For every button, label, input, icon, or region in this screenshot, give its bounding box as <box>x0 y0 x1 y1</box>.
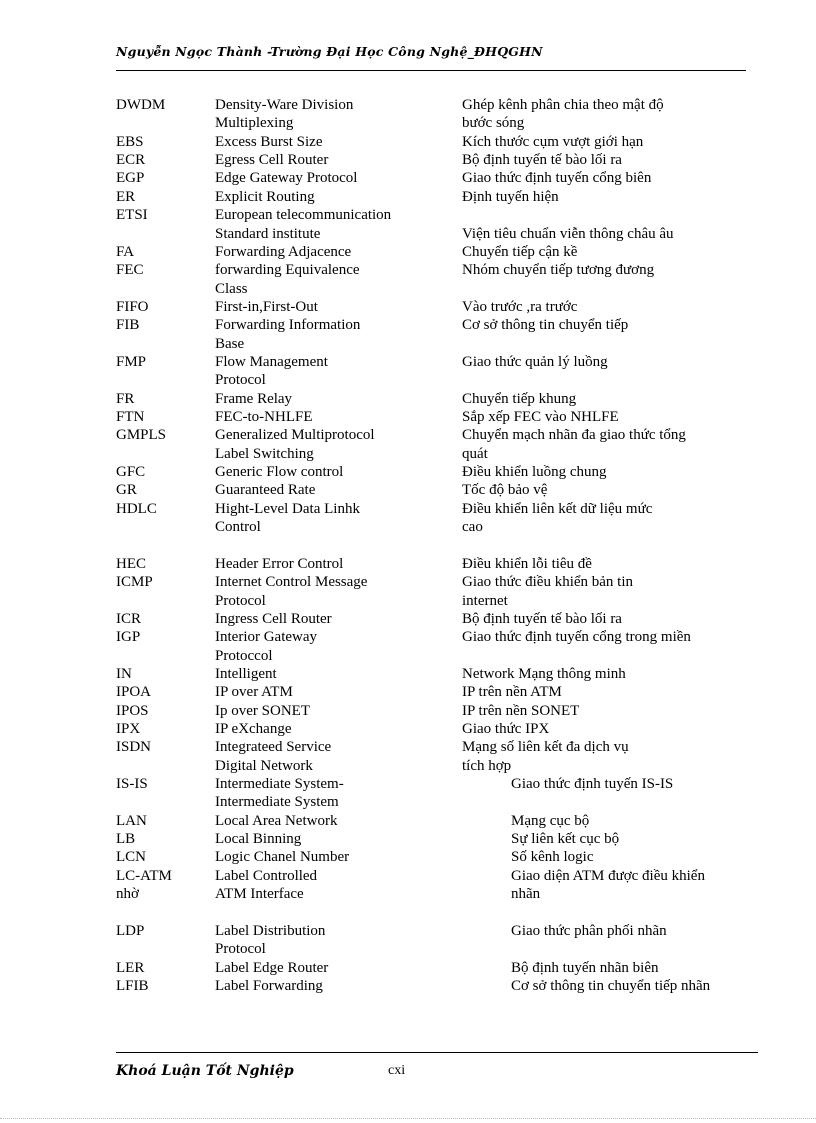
vietnamese-term: Bộ định tuyến nhãn biên <box>511 959 659 976</box>
abbreviation-row <box>0 775 816 793</box>
abbreviation: ICR <box>116 610 142 627</box>
english-term: Excess Burst Size <box>215 133 323 150</box>
vietnamese-term: Điều khiển luồng chung <box>462 464 607 480</box>
english-term: Standard institute <box>215 225 321 242</box>
vietnamese-term: Chuyển tiếp cận kề <box>462 243 578 260</box>
vietnamese-term: Tốc độ bảo vệ <box>462 482 548 499</box>
abbreviation: LFIB <box>116 977 149 994</box>
english-term: Explicit Routing <box>215 188 315 205</box>
abbreviation-row <box>0 280 816 298</box>
english-term: Ip over SONET <box>215 702 310 719</box>
abbreviation-row <box>0 151 816 169</box>
english-term: Label Controlled <box>215 867 318 884</box>
abbreviation-row <box>0 867 816 885</box>
abbreviation-row <box>0 298 816 316</box>
english-term: Base <box>215 335 245 352</box>
abbreviation: DWDM <box>116 97 166 113</box>
abbreviation-row <box>0 445 816 463</box>
vietnamese-term: Giao thức quản lý luồng <box>462 353 608 370</box>
abbreviation-row <box>0 243 816 261</box>
vietnamese-term: Giao thức phân phối nhãn <box>511 922 667 939</box>
vietnamese-term: internet <box>462 592 508 609</box>
abbreviation-row <box>0 518 816 536</box>
english-term: Protocol <box>215 372 266 389</box>
abbreviation-row <box>0 463 816 481</box>
abbreviation-row <box>0 408 816 426</box>
abbreviation-row <box>0 720 816 738</box>
vietnamese-term: cao <box>462 519 483 535</box>
abbreviation-row <box>0 848 816 866</box>
abbreviation-row <box>0 353 816 371</box>
abbreviation: IS-IS <box>116 776 148 792</box>
english-term: Generic Flow control <box>215 464 344 480</box>
english-term: Edge Gateway Protocol <box>215 170 358 187</box>
abbreviation-row <box>0 573 816 591</box>
abbreviation: nhờ <box>116 886 139 903</box>
vietnamese-term: Viện tiêu chuẩn viễn thông châu âu <box>462 225 674 242</box>
english-term: Header Error Control <box>215 555 344 572</box>
abbreviation: FR <box>116 390 135 407</box>
vietnamese-term: quát <box>462 445 488 462</box>
english-term: ATM Interface <box>215 886 304 903</box>
abbreviation: GR <box>116 482 137 499</box>
abbreviation-row <box>0 206 816 224</box>
abbreviation: ECR <box>116 152 146 169</box>
abbreviation-row <box>0 903 816 921</box>
vietnamese-term: Chuyển mạch nhãn đa giao thức tổng <box>462 427 686 444</box>
english-term: European telecommunication <box>215 207 392 224</box>
abbreviation-row <box>0 188 816 206</box>
page-header: Nguyễn Ngọc Thành -Trường Đại Học Công Nghệ_ĐHQGHN <box>116 44 543 59</box>
english-term: Label Forwarding <box>215 977 323 994</box>
english-term: Protocol <box>215 592 266 609</box>
vietnamese-term: tích hợp <box>462 757 512 774</box>
english-term: Label Edge Router <box>215 959 329 976</box>
abbreviation: FIFO <box>116 298 149 315</box>
abbreviation-row <box>0 371 816 389</box>
abbreviation-row <box>0 812 816 830</box>
abbreviation: IGP <box>116 629 141 646</box>
english-term: Integrateed Service <box>215 739 332 756</box>
english-term: Generalized Multiprotocol <box>215 427 375 444</box>
vietnamese-term: Giao thức định tuyến IS-IS <box>511 776 674 792</box>
vietnamese-term: Bộ định tuyến tế bào lối ra <box>462 610 622 627</box>
abbreviation-row <box>0 481 816 499</box>
abbreviation-row <box>0 830 816 848</box>
abbreviation-row <box>0 885 816 903</box>
english-term: Protoccol <box>215 647 273 664</box>
vietnamese-term: bước sóng <box>462 115 525 132</box>
abbreviation: LER <box>116 959 145 976</box>
english-term: Local Binning <box>215 831 302 847</box>
header-divider <box>116 70 746 71</box>
english-term: IP over ATM <box>215 684 293 701</box>
english-term: Hight-Level Data Linhk <box>215 500 360 517</box>
abbreviation-row <box>0 592 816 610</box>
abbreviation: FMP <box>116 353 147 370</box>
abbreviation-row <box>0 169 816 187</box>
abbreviation-row <box>0 959 816 977</box>
abbreviation-row <box>0 757 816 775</box>
abbreviation: LC-ATM <box>116 867 172 884</box>
english-term: Digital Network <box>215 757 313 774</box>
abbreviation-row <box>0 335 816 353</box>
vietnamese-term: Cơ sở thông tin chuyển tiếp nhãn <box>511 977 711 994</box>
vietnamese-term: Sắp xếp FEC vào NHLFE <box>462 409 619 425</box>
vietnamese-term: nhãn <box>511 886 541 903</box>
abbreviation: IPX <box>116 720 141 737</box>
abbreviation-row <box>0 683 816 701</box>
english-term: Forwarding Information <box>215 317 361 334</box>
vietnamese-term: IP trên nền SONET <box>462 702 580 719</box>
vietnamese-term: Định tuyến hiện <box>462 188 559 205</box>
abbreviation-row <box>0 225 816 243</box>
abbreviation: FIB <box>116 317 140 334</box>
page-boundary <box>0 1118 816 1119</box>
abbreviation-row <box>0 977 816 995</box>
page-number: cxi <box>388 1063 406 1078</box>
abbreviation-row <box>0 426 816 444</box>
vietnamese-term: Giao diện ATM được điều khiển <box>511 867 705 884</box>
english-term: Logic Chanel Number <box>215 849 350 866</box>
vietnamese-term: Network Mạng thông minh <box>462 665 626 682</box>
english-term: Forwarding Adjacence <box>215 243 352 260</box>
english-term: First-in,First-Out <box>215 298 318 315</box>
abbreviation: HDLC <box>116 500 157 517</box>
english-term: Interior Gateway <box>215 629 318 646</box>
abbreviation: FEC <box>116 262 144 279</box>
english-term: FEC-to-NHLFE <box>215 409 313 425</box>
abbreviation-row <box>0 96 816 114</box>
english-term: Flow Management <box>215 353 328 370</box>
abbreviation-row <box>0 665 816 683</box>
abbreviation-row <box>0 500 816 518</box>
vietnamese-term: Giao thức IPX <box>462 720 550 737</box>
abbreviation: IPOA <box>116 684 152 701</box>
vietnamese-term: Giao thức định tuyến cổng biên <box>462 170 652 187</box>
english-term: Protocol <box>215 941 266 958</box>
english-term: Frame Relay <box>215 390 293 407</box>
english-term: Ingress Cell Router <box>215 610 332 627</box>
abbreviation-row <box>0 316 816 334</box>
vietnamese-term: Mạng số liên kết đa dịch vụ <box>462 739 629 756</box>
abbreviation: LAN <box>116 812 147 829</box>
abbreviation-row <box>0 390 816 408</box>
abbreviation: ISDN <box>116 739 152 756</box>
footer-title: Khoá Luận Tốt Nghiệp <box>116 1063 294 1079</box>
english-term: Class <box>215 280 248 297</box>
english-term: Internet Control Message <box>215 574 368 591</box>
vietnamese-term: Cơ sở thông tin chuyển tiếp <box>462 317 629 334</box>
english-term: IP eXchange <box>215 720 292 737</box>
abbreviation: IN <box>116 665 132 682</box>
vietnamese-term: Bộ định tuyến tế bào lối ra <box>462 152 622 169</box>
abbreviation-row <box>0 114 816 132</box>
vietnamese-term: Điều khiển liên kết dữ liệu mức <box>462 500 653 517</box>
abbreviation-row <box>0 793 816 811</box>
english-term: Label Distribution <box>215 922 326 939</box>
abbreviation: HEC <box>116 555 146 572</box>
abbreviation: ETSI <box>116 207 148 224</box>
english-term: Intermediate System- <box>215 776 344 792</box>
vietnamese-term: Điều khiển lỗi tiêu đề <box>462 555 592 572</box>
english-term: Guaranteed Rate <box>215 482 316 499</box>
vietnamese-term: Vào trước ,ra trước <box>462 298 578 315</box>
vietnamese-term: Ghép kênh phân chia theo mật độ <box>462 97 664 113</box>
abbreviation: EGP <box>116 170 145 187</box>
abbreviation: LCN <box>116 849 146 866</box>
abbreviation-row <box>0 555 816 573</box>
abbreviation-row <box>0 536 816 554</box>
abbreviation-row <box>0 610 816 628</box>
abbreviation: FA <box>116 243 135 260</box>
abbreviation-row <box>0 133 816 151</box>
abbreviation: GFC <box>116 464 146 480</box>
abbreviation-row <box>0 922 816 940</box>
vietnamese-term: IP trên nền ATM <box>462 684 562 701</box>
abbreviation-row <box>0 702 816 720</box>
english-term: Multiplexing <box>215 115 294 132</box>
english-term: Label Switching <box>215 445 314 462</box>
abbreviation: GMPLS <box>116 427 167 444</box>
english-term: forwarding Equivalence <box>215 262 360 279</box>
english-term: Intelligent <box>215 665 277 682</box>
vietnamese-term: Mạng cục bộ <box>511 812 590 829</box>
vietnamese-term: Kích thước cụm vượt giới hạn <box>462 133 644 150</box>
abbreviation: ICMP <box>116 574 153 591</box>
abbreviation-row <box>0 940 816 958</box>
vietnamese-term: Giao thức định tuyến cổng trong miền <box>462 629 691 646</box>
vietnamese-term: Giao thức điều khiển bản tin <box>462 574 634 591</box>
english-term: Density-Ware Division <box>215 97 354 113</box>
abbreviation: FTN <box>116 409 145 425</box>
footer-divider <box>116 1052 758 1053</box>
english-term: Control <box>215 519 261 535</box>
english-term: Intermediate System <box>215 794 339 811</box>
abbreviation: LB <box>116 831 136 847</box>
abbreviation-row <box>0 628 816 646</box>
abbreviation: IPOS <box>116 702 149 719</box>
english-term: Egress Cell Router <box>215 152 329 169</box>
vietnamese-term: Nhóm chuyển tiếp tương đương <box>462 262 655 279</box>
english-term: Local Area Network <box>215 812 338 829</box>
abbreviation-row <box>0 647 816 665</box>
vietnamese-term: Số kênh logic <box>511 849 594 866</box>
abbreviation: ER <box>116 188 136 205</box>
abbreviation: EBS <box>116 133 144 150</box>
abbreviation-row <box>0 738 816 756</box>
abbreviation: LDP <box>116 922 145 939</box>
vietnamese-term: Chuyển tiếp khung <box>462 390 577 407</box>
vietnamese-term: Sự liên kết cục bộ <box>511 831 620 847</box>
abbreviation-row <box>0 261 816 279</box>
